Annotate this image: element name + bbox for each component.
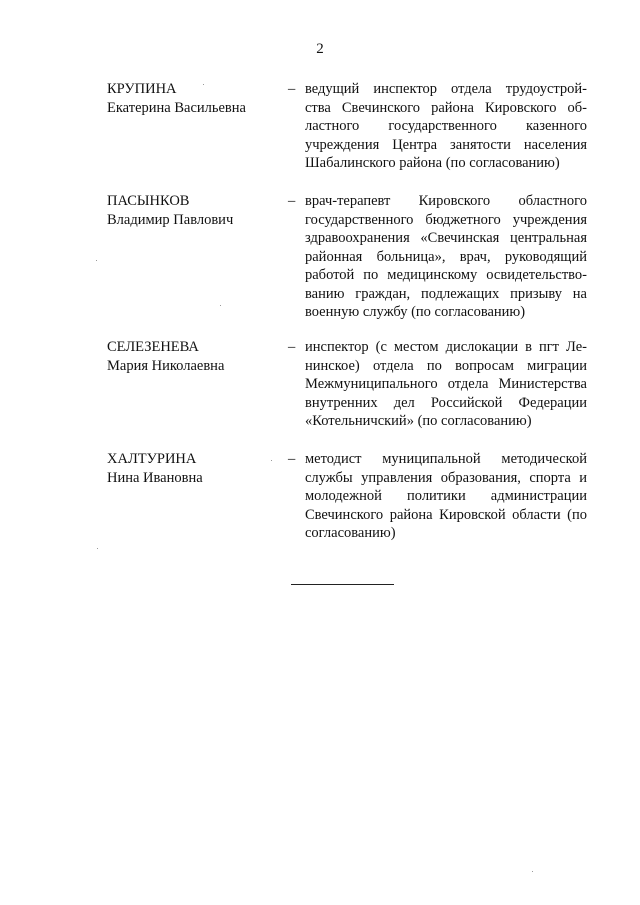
member-position <box>305 192 587 322</box>
member-name <box>107 192 282 229</box>
position-line: Межмуниципального отдела Министерства <box>305 376 587 392</box>
position-line: врач-терапевт Кировского областного <box>305 193 587 209</box>
position-line: внутренних дел Российской Федерации <box>305 394 587 411</box>
position-line: молодежной политики администрации <box>305 488 587 504</box>
member-surname: КРУПИНА <box>107 81 177 97</box>
position-line: учреждения Центра занятости населения <box>305 136 587 153</box>
member-given-names: Нина Ивановна <box>107 469 203 486</box>
separator-dash: – <box>288 451 296 467</box>
scan-speck <box>271 460 272 461</box>
separator-dash: – <box>288 339 296 355</box>
member-surname: СЕЛЕЗЕНЕВА <box>107 339 199 355</box>
scan-speck <box>220 305 221 306</box>
scan-speck <box>532 871 533 872</box>
member-surname: ПАСЫНКОВ <box>107 193 190 209</box>
member-position <box>305 450 587 543</box>
position-line: ведущий инспектор отдела трудоустрой- <box>305 81 587 97</box>
position-line: нинское) отдела по вопросам миграции <box>305 357 587 374</box>
position-line: здравоохранения «Свечинская центральная <box>305 230 587 246</box>
position-line: работой по медицинскому освидетельство- <box>305 267 587 283</box>
member-name <box>107 338 282 375</box>
scan-speck <box>96 260 97 261</box>
position-line: инспектор (с местом дислокации в пгт Ле- <box>305 339 587 355</box>
page-number: 2 <box>316 41 324 57</box>
position-line: ства Свечинского района Кировского об- <box>305 99 587 116</box>
position-line: Шабалинского района (по согласованию) <box>305 155 560 171</box>
member-given-names: Мария Николаевна <box>107 357 225 374</box>
position-line: районная больница», врач, руководящий <box>305 248 587 265</box>
member-given-names: Владимир Павлович <box>107 211 234 228</box>
position-line: государственного бюджетного учреждения <box>305 211 587 228</box>
member-name <box>107 80 282 117</box>
scan-speck <box>203 84 204 85</box>
member-position <box>305 80 587 173</box>
position-line: службы управления образования, спорта и <box>305 469 587 486</box>
separator-dash: – <box>288 193 296 209</box>
position-line: ванию граждан, подлежащих призыву на <box>305 285 587 302</box>
member-position <box>305 338 587 431</box>
member-surname: ХАЛТУРИНА <box>107 451 197 467</box>
position-line: Свечинского района Кировской области (по <box>305 506 587 523</box>
position-line: военную службу (по согласованию) <box>305 304 526 320</box>
member-given-names: Екатерина Васильевна <box>107 99 246 116</box>
separator-dash: – <box>288 81 296 97</box>
scan-speck <box>97 548 98 549</box>
closing-rule <box>291 584 394 585</box>
position-line: ластного государственного казенного <box>305 118 587 134</box>
member-name <box>107 450 282 487</box>
position-line: «Котельничский» (по согласованию) <box>305 413 532 429</box>
position-line: согласованию) <box>305 525 396 541</box>
position-line: методист муниципальной методической <box>305 451 587 467</box>
